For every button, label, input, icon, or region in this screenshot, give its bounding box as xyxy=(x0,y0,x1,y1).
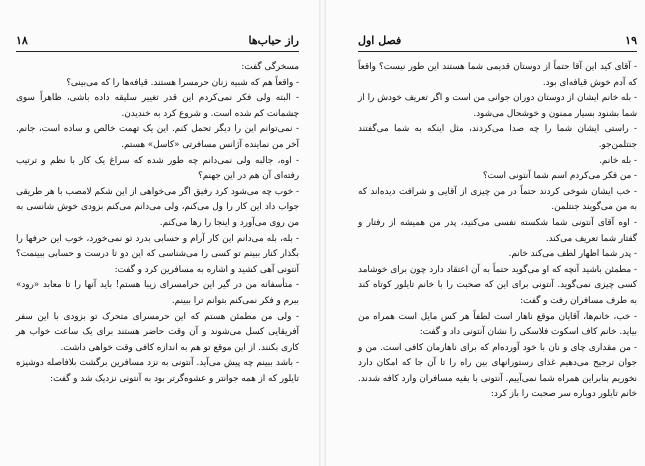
left-header-rule xyxy=(16,51,299,52)
paragraph: - خب، خانم‌ها، آقایان موقع ناهار است لطفاً هر کس مایل است همراه من بیاید. خانم کاف اسکوت فلاسکی را نشان آنتونی داد و گفت: xyxy=(358,311,637,338)
paragraph: - پدر شما اظهار لطف می‌کند خانم. xyxy=(508,249,637,260)
right-page-number: ۱۹ xyxy=(625,33,637,47)
paragraph: - آقای کید این آقا حتماً از دوستان قدیمی شما هستند این طور نیست؟ واقعاً که آدم خوش قیافه‌ای بود. xyxy=(358,62,637,88)
paragraph: - خوب چه می‌شود کرد رفیق اگر می‌خواهی از این شکم لامصب با هر طریقی جواب داد این کار را ول می‌کنم، ولی می‌دانم می‌کنم بزودی خوش شانسی به من روی می‌آورد و اینجا را رها می‌کنم. xyxy=(16,186,299,228)
paragraph: - بله خانم ایشان از دوستان دوران جوانی من است و اگر تعریف خودش را از شما بشنود بسیار ممنون و خوشحال می‌شود. xyxy=(358,93,637,119)
left-running-title: راز حباب‌ها xyxy=(248,33,299,47)
paragraph: - بله خانم. xyxy=(599,155,637,166)
paragraph: - من مقداری چای و نان با خود آورده‌ام که برای ناهارمان کافی است. من و جوان ترجیح می‌دهیم غذای رستورانهای بین راه را تا آن جا که امکان دارد نخوریم بنابراین همراه شما نمی‌آییم. آنتونی با بقیه مسافران وارد کافه شدند. خانم تایلور دوباره سر صحبت را باز کرد: xyxy=(358,342,637,400)
paragraph: - متأسفانه من در گیر این حرامسرای زیبا هستم! باید آنها را تا معابد «رود» ببرم و فکر نمی‌کنم بتوانم ترا ببینم. xyxy=(16,280,299,306)
paragraph: - راستی ایشان شما را چه صدا می‌کردند، مثل اینکه به شما می‌گفتند جنتلمن‌جو. xyxy=(358,124,637,150)
paragraph: مسخرگی گفت: xyxy=(241,62,299,72)
paragraph: - اوه، جالبه ولی نمی‌دانم چه طور شده که سراغ یک کار با نظم و ترتیب رفته‌ای آن هم در این جهنم؟ xyxy=(16,155,299,182)
paragraph: - بله، بله می‌دانم این کار آرام و حسابی بدرد تو نمی‌خورد، خوب این حرفها را بگذار کنار ببینم تو کسی را می‌شناسی که این دو تا درست و حسابی ببینمت؟ آنتونی آهی کشید و اشاره به مسافرین کرد و گفت: xyxy=(16,233,299,275)
paragraph: - البته ولی فکر نمی‌کردم این قدر تغییر سلیقه داده باشی، ظاهراً سوی چشمانت کم شده است. و شروع کرد به خندیدن. xyxy=(16,93,299,119)
right-header-rule xyxy=(358,51,637,52)
paragraph: - مطمئن باشید آنچه که او می‌گوید حتماً به آن اعتقاد دارد چون برای خوشامد کسی چیزی نمی‌گوید. آنتونی برای این که صحبت را با خانم تایلور کوتاه کند به طرف مسافران رفت و گفت: xyxy=(358,264,637,306)
left-page-body xyxy=(16,60,299,387)
paragraph: - من فکر می‌کردم اسم شما آنتونی است؟ xyxy=(482,171,637,182)
paragraph: - ولی من مطمئن هستم که این حرمسرای متحرک تو بزودی با این سفر آفریقایی کسل می‌شوند و آن وقت حاضر هستند برای یک ساعت خواب هر کاری بکنند. از این موقع تو هم به اندازه کافی وقت خواهی داشت. xyxy=(16,311,299,353)
book-gutter xyxy=(319,0,326,466)
left-page-number: ۱۸ xyxy=(16,33,28,47)
left-page xyxy=(0,0,319,466)
right-running-title: فصل اول xyxy=(358,33,402,47)
right-page xyxy=(326,0,645,466)
paragraph: - اوه آقای آنتونی شما شکسته نفسی می‌کنید، پدر من همیشه از رفتار و گفتار شما تعریف می‌کند. xyxy=(358,217,637,244)
paragraph: - نمی‌توانم این را دیگر تحمل کنم. این یک تهمت خالص و ساده است، جانم. آخر من نماینده آژانس مسافرتی «کاسل» هستم. xyxy=(16,124,299,150)
paragraph: - باشد ببینم چه پیش می‌آید. آنتونی به نزد مسافرین برگشت بلافاصله دوشیزه تایلور که از همه جوانتر و عشوه‌گرتر بود به آنتونی نزدیک شد و گفت: xyxy=(16,358,299,384)
paragraph: - خب ایشان شوخی کردند حتماً در من چیزی از آقایی و شرافت دیده‌اند که به من می‌گویند جنتلمن. xyxy=(358,186,637,213)
left-page-header xyxy=(16,33,299,47)
right-page-body xyxy=(358,60,637,403)
paragraph: - واقعاً هم که شبیه زنان حرمسرا هستند. قیافه‌ها را که می‌بینی؟ xyxy=(66,77,299,88)
right-page-header xyxy=(358,33,637,47)
